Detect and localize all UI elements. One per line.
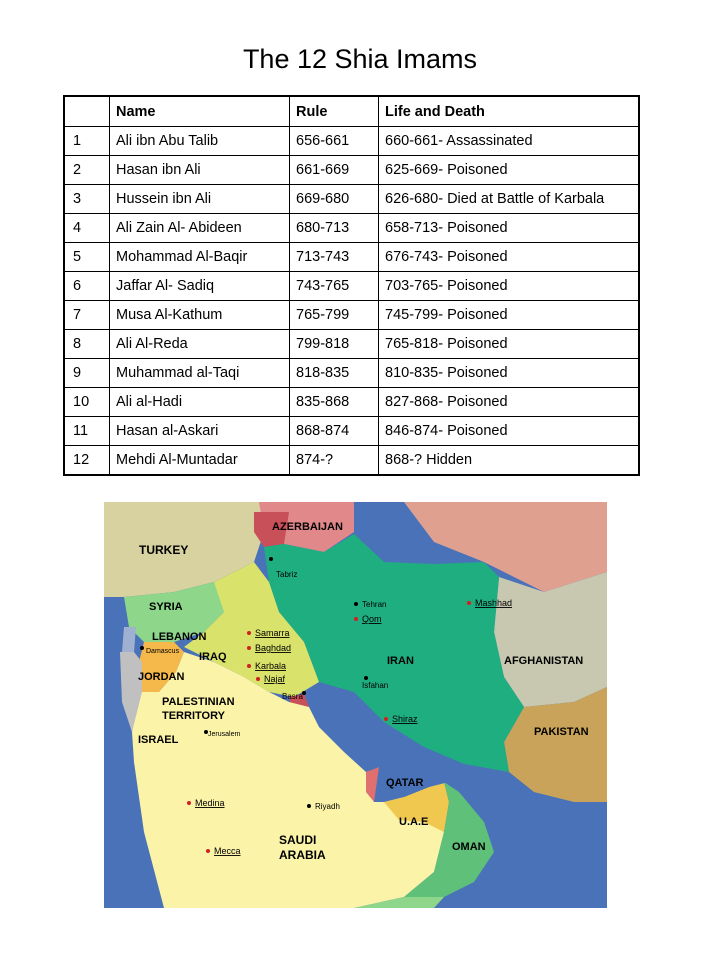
- cell-name: Ali al-Hadi: [110, 388, 290, 417]
- header-number: [64, 96, 110, 127]
- label-oman: OMAN: [452, 841, 486, 853]
- cell-life-death: 868-? Hidden: [379, 446, 640, 476]
- cell-number: 9: [64, 359, 110, 388]
- label-israel: ISRAEL: [138, 734, 179, 746]
- cell-life-death: 846-874- Poisoned: [379, 417, 640, 446]
- cell-number: 6: [64, 272, 110, 301]
- marker-tabriz: [269, 557, 273, 561]
- cell-rule: 661-669: [290, 156, 379, 185]
- table-row: [64, 330, 639, 359]
- cell-name: Mehdi Al-Muntadar: [110, 446, 290, 476]
- table-row: [64, 127, 639, 156]
- label-saudi: SAUDI: [279, 833, 317, 847]
- label-samarra: Samarra: [255, 628, 290, 638]
- table-row: [64, 156, 639, 185]
- cell-number: 7: [64, 301, 110, 330]
- table-header-row: [64, 96, 639, 127]
- cell-name: Hasan ibn Ali: [110, 156, 290, 185]
- cell-rule: 669-680: [290, 185, 379, 214]
- cell-number: 11: [64, 417, 110, 446]
- cell-life-death: 626-680- Died at Battle of Karbala: [379, 185, 640, 214]
- cell-number: 1: [64, 127, 110, 156]
- cell-rule: 868-874: [290, 417, 379, 446]
- table-row: [64, 301, 639, 330]
- cell-number: 10: [64, 388, 110, 417]
- map-svg: [104, 502, 607, 908]
- cell-life-death: 625-669- Poisoned: [379, 156, 640, 185]
- label-mashhad: Mashhad: [475, 598, 513, 608]
- label-najaf: Najaf: [264, 674, 286, 684]
- cell-life-death: 676-743- Poisoned: [379, 243, 640, 272]
- label-karbala: Karbala: [255, 661, 287, 671]
- cell-rule: 713-743: [290, 243, 379, 272]
- cell-rule: 799-818: [290, 330, 379, 359]
- cell-name: Hasan al-Askari: [110, 417, 290, 446]
- cell-rule: 680-713: [290, 214, 379, 243]
- label-damascus: Damascus: [146, 648, 180, 655]
- cell-rule: 656-661: [290, 127, 379, 156]
- table-row: [64, 417, 639, 446]
- label-turkey: TURKEY: [139, 543, 189, 557]
- table-row: [64, 388, 639, 417]
- cell-rule: 765-799: [290, 301, 379, 330]
- table-row: [64, 243, 639, 272]
- label-iran: IRAN: [387, 655, 414, 667]
- label-afghanistan: AFGHANISTAN: [504, 655, 584, 667]
- middle-east-map: [104, 502, 607, 908]
- label-riyadh: Riyadh: [315, 802, 340, 811]
- label-azerbaijan: AZERBAIJAN: [272, 521, 343, 533]
- cell-name: Ali Al-Reda: [110, 330, 290, 359]
- label-palestinian: PALESTINIAN: [162, 696, 235, 708]
- label-qom: Qom: [362, 614, 382, 624]
- table-row: [64, 272, 639, 301]
- marker-karbala: [247, 664, 251, 668]
- header-life-death: Life and Death: [379, 96, 640, 127]
- cell-number: 4: [64, 214, 110, 243]
- marker-samarra: [247, 631, 251, 635]
- label-tabriz: Tabriz: [276, 570, 298, 579]
- page-title: The 12 Shia Imams: [242, 44, 478, 74]
- cell-life-death: 703-765- Poisoned: [379, 272, 640, 301]
- label-jerusalem: Jerusalem: [208, 731, 241, 738]
- label-syria: SYRIA: [149, 601, 183, 613]
- cell-life-death: 765-818- Poisoned: [379, 330, 640, 359]
- marker-mecca: [206, 849, 210, 853]
- marker-tehran: [354, 602, 358, 606]
- region-lebanon: [122, 627, 136, 652]
- cell-name: Muhammad al-Taqi: [110, 359, 290, 388]
- marker-damascus: [140, 646, 144, 650]
- marker-riyadh: [307, 804, 311, 808]
- label-uae: U.A.E: [399, 816, 429, 828]
- label-mecca: Mecca: [214, 846, 241, 856]
- label-tehran: Tehran: [362, 600, 387, 609]
- marker-mashhad: [467, 601, 471, 605]
- cell-number: 12: [64, 446, 110, 476]
- cell-rule: 874-?: [290, 446, 379, 476]
- cell-life-death: 810-835- Poisoned: [379, 359, 640, 388]
- label-medina: Medina: [195, 798, 225, 808]
- label-jordan: JORDAN: [138, 671, 185, 683]
- table-row: [64, 185, 639, 214]
- table-row: [64, 359, 639, 388]
- cell-name: Ali Zain Al- Abideen: [110, 214, 290, 243]
- marker-shiraz: [384, 717, 388, 721]
- imams-table: [63, 95, 640, 476]
- region-afghanistan: [494, 572, 607, 707]
- label-iraq: IRAQ: [199, 651, 227, 663]
- cell-rule: 818-835: [290, 359, 379, 388]
- marker-medina: [187, 801, 191, 805]
- cell-life-death: 658-713- Poisoned: [379, 214, 640, 243]
- label-shiraz: Shiraz: [392, 714, 418, 724]
- cell-number: 2: [64, 156, 110, 185]
- label-territory: TERRITORY: [162, 710, 225, 722]
- table-row: [64, 446, 639, 476]
- cell-name: Jaffar Al- Sadiq: [110, 272, 290, 301]
- cell-number: 8: [64, 330, 110, 359]
- marker-qom: [354, 617, 358, 621]
- label-baghdad: Baghdad: [255, 643, 292, 653]
- cell-name: Mohammad Al-Baqir: [110, 243, 290, 272]
- header-name: Name: [110, 96, 290, 127]
- header-rule: Rule: [290, 96, 379, 127]
- cell-rule: 835-868: [290, 388, 379, 417]
- label-qatar: QATAR: [386, 777, 424, 789]
- marker-isfahan: [364, 676, 368, 680]
- label-basra: Basra: [282, 692, 303, 701]
- cell-life-death: 745-799- Poisoned: [379, 301, 640, 330]
- cell-number: 3: [64, 185, 110, 214]
- cell-life-death: 660-661- Assassinated: [379, 127, 640, 156]
- cell-name: Hussein ibn Ali: [110, 185, 290, 214]
- label-arabia: ARABIA: [279, 848, 326, 862]
- cell-number: 5: [64, 243, 110, 272]
- cell-life-death: 827-868- Poisoned: [379, 388, 640, 417]
- marker-najaf: [256, 677, 260, 681]
- marker-baghdad: [247, 646, 251, 650]
- label-pakistan: PAKISTAN: [534, 726, 589, 738]
- label-isfahan: Isfahan: [362, 681, 389, 690]
- label-lebanon: LEBANON: [152, 631, 207, 643]
- cell-rule: 743-765: [290, 272, 379, 301]
- cell-name: Ali ibn Abu Talib: [110, 127, 290, 156]
- table-row: [64, 214, 639, 243]
- cell-name: Musa Al-Kathum: [110, 301, 290, 330]
